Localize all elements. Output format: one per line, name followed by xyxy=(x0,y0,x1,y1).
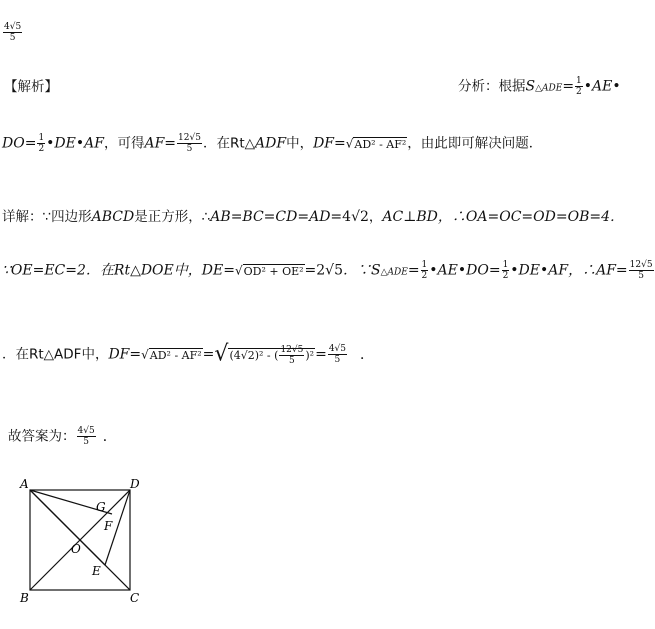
df-num: 4√5 xyxy=(328,344,346,354)
df-term-2: DF xyxy=(108,346,130,363)
s-subscript: △ADE xyxy=(535,83,563,94)
s-subscript-2: △ADE xyxy=(380,267,408,278)
label-d: D xyxy=(130,477,140,491)
center-equalities: ，∴OA=OC=OD=OB=4． xyxy=(437,209,624,225)
af-den-3: 5 xyxy=(289,356,295,366)
is-square: 是正方形，∴ xyxy=(134,209,211,225)
half-fraction-2 xyxy=(37,133,45,154)
radicand-2: OD² + OE² xyxy=(243,264,304,278)
half-num: 1 xyxy=(576,76,582,86)
equals-4: = xyxy=(334,135,346,152)
radicand-1: AD² - AF² xyxy=(354,137,407,151)
side-value: 4√2 xyxy=(342,209,369,225)
line2-a: ∵OE=EC=2．在Rt△DOE中， xyxy=(2,262,202,279)
equals-2: = xyxy=(24,135,37,152)
af-num: 12√5 xyxy=(178,133,201,143)
label-f: F xyxy=(104,519,113,533)
adf-term: ADF xyxy=(255,135,287,152)
comma: ， xyxy=(368,209,383,225)
zhong: 中， xyxy=(286,135,314,152)
detail-line-2 xyxy=(2,260,655,283)
half-num-2: 1 xyxy=(38,133,45,143)
line3-end: ． xyxy=(360,346,374,363)
perpendicular: AC⊥BD xyxy=(382,209,438,225)
af-fraction xyxy=(177,133,202,154)
half-fraction xyxy=(575,76,583,97)
equals-5: = xyxy=(223,262,235,279)
abcd-term: ABCD xyxy=(91,209,135,225)
de-term: DE xyxy=(201,262,224,279)
sqrt-icon-2: √ xyxy=(234,263,243,278)
label-e: E xyxy=(92,564,101,578)
de-af-term: •DE•AF xyxy=(46,135,104,152)
af-den: 5 xyxy=(186,144,193,154)
conclusion-fraction xyxy=(77,426,96,447)
answer-denominator: 5 xyxy=(9,33,16,43)
rad4-b: - ( xyxy=(263,348,279,362)
text-get: ，可得 xyxy=(103,135,145,152)
side-equalities: AB=BC=CD=AD= xyxy=(210,209,343,225)
radicand-4 xyxy=(228,345,315,366)
section-label: 【解析】 xyxy=(4,79,58,95)
s-symbol-2: S xyxy=(371,262,381,279)
half-num-3: 1 xyxy=(421,260,428,270)
label-c: C xyxy=(130,591,140,605)
detail-line-3 xyxy=(2,341,374,367)
equals-6: = xyxy=(407,262,420,279)
rad4-c: )² xyxy=(305,348,315,362)
df-result-fraction xyxy=(328,344,347,365)
answer-numerator: 4√5 xyxy=(4,22,22,32)
line2-b: ．∵ xyxy=(343,262,371,279)
analysis-label: 分析：根据 xyxy=(458,78,526,95)
conclusion-end: ． xyxy=(102,428,117,445)
half-fraction-3 xyxy=(421,260,429,281)
s-symbol: S xyxy=(525,78,536,95)
df-den: 5 xyxy=(334,355,341,365)
line3-a: ．在Rt△ADF中， xyxy=(2,346,109,363)
analysis-line-2 xyxy=(2,133,542,155)
half-den: 2 xyxy=(576,87,582,97)
big-sqrt-icon: √ xyxy=(214,341,229,367)
equals-8: = xyxy=(202,346,215,363)
label-o: O xyxy=(71,542,81,556)
sqrt-icon: √ xyxy=(345,136,354,151)
equals-3: = xyxy=(164,135,177,152)
line2-d: •DE•AF，∴AF= xyxy=(510,262,628,279)
af-num-2: 12√5 xyxy=(629,260,653,270)
af-fraction-2 xyxy=(629,260,654,281)
equals: = xyxy=(562,78,575,95)
equals-9: = xyxy=(315,346,327,363)
conclusion-num: 4√5 xyxy=(77,426,95,436)
af-fraction-3 xyxy=(279,345,304,366)
ae-term: •AE• xyxy=(583,78,621,95)
label-g: G xyxy=(96,500,106,514)
af-num-3: 12√5 xyxy=(280,345,304,355)
df-term: DF xyxy=(313,135,335,152)
do-term: DO xyxy=(2,135,25,152)
conclusion-den: 5 xyxy=(83,437,89,447)
af-term: AF xyxy=(144,135,165,152)
label-b: B xyxy=(20,591,29,605)
label-a: A xyxy=(20,477,29,491)
analysis-tail: ，由此即可解决问题． xyxy=(407,135,543,152)
half-den-4: 2 xyxy=(502,271,509,281)
conclusion-line xyxy=(8,426,117,447)
equals-7: = xyxy=(129,346,142,363)
sqrt-icon-3: √ xyxy=(141,347,149,362)
half-den-3: 2 xyxy=(421,271,428,281)
detail-label: 详解：∵四边形 xyxy=(2,209,92,225)
half-fraction-4 xyxy=(502,260,510,281)
line2-c: •AE•DO= xyxy=(429,262,501,279)
half-num-4: 1 xyxy=(502,260,509,270)
in-rt: ．在Rt△ xyxy=(202,135,256,152)
analysis-line-1 xyxy=(458,76,621,99)
rad4-a: (4√2)² xyxy=(229,348,264,362)
square-figure xyxy=(16,476,146,611)
detail-line-1 xyxy=(2,207,624,227)
de-value: =2√5 xyxy=(304,262,343,279)
top-answer xyxy=(2,22,23,43)
af-den-2: 5 xyxy=(638,271,644,281)
conclusion-label: 故答案为： xyxy=(8,428,76,445)
radicand-3: AD² - AF² xyxy=(149,348,202,362)
half-den-2: 2 xyxy=(38,144,45,154)
